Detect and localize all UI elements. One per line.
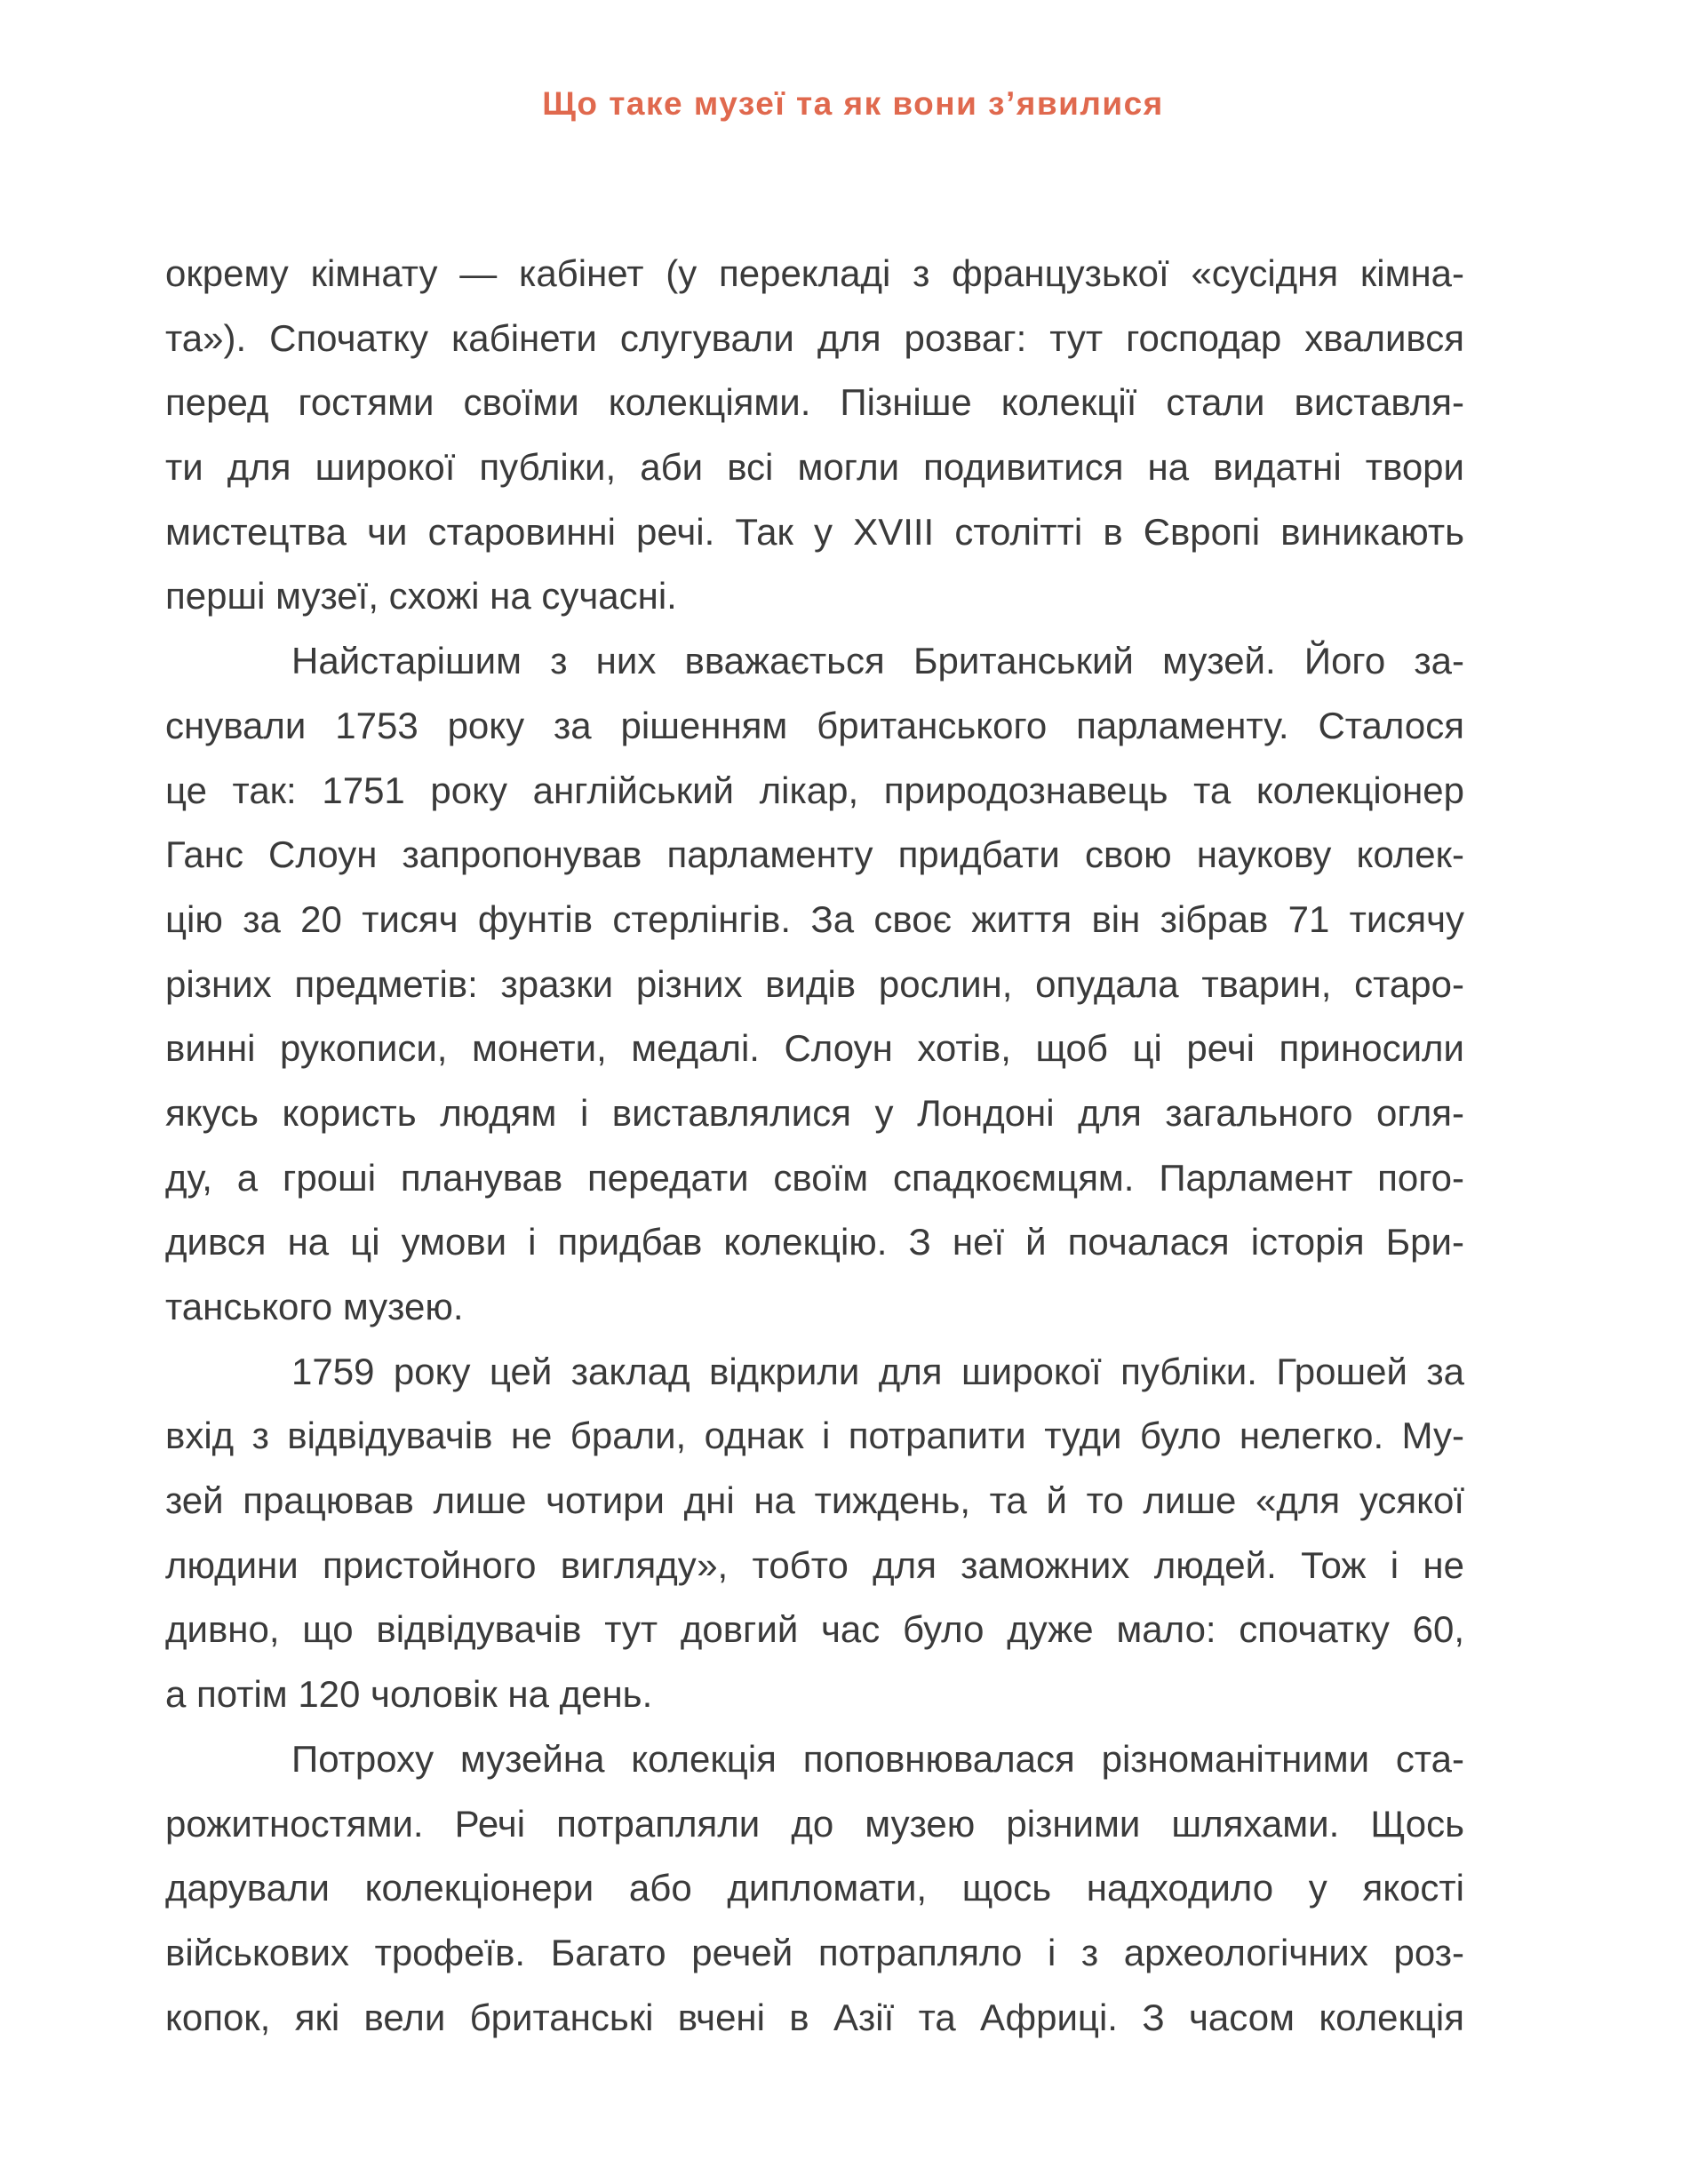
text-line: копок, які вели британські вчені в Азії та Африці. З часом колекція xyxy=(165,1996,1464,2038)
text-line: снували 1753 року за рішенням британського парламенту. Сталося xyxy=(165,704,1464,746)
text-line: військових трофеїв. Багато речей потрапляло і з археологічних роз- xyxy=(165,1931,1464,1973)
text-line: зей працював лише чотири дні на тиждень, та й то лише «для усякої xyxy=(165,1479,1464,1522)
text-line: цію за 20 тисяч фунтів стерлінгів. За своє життя він зібрав 71 тисячу xyxy=(165,897,1464,940)
text-line: дарували колекціонери або дипломати, щось надходило у якості xyxy=(165,1867,1464,1909)
body-text xyxy=(165,242,1464,2050)
running-header: Що таке музеї та як вони з’явилися xyxy=(542,85,1164,122)
text-line: рожитностями. Речі потрапляли до музею різними шляхами. Щось xyxy=(165,1802,1464,1845)
text-line: ду, а гроші планував передати своїм спадкоємцям. Парламент пого- xyxy=(165,1156,1464,1199)
text-line: це так: 1751 року англійський лікар, природознавець та колекціонер xyxy=(165,769,1464,811)
paragraph-first-line: Найстарішим з них вважається Британський музей. Його за- xyxy=(291,640,1464,682)
text-line: дився на ці умови і придбав колекцію. З неї й почалася історія Бри- xyxy=(165,1221,1464,1263)
text-line: окрему кімнату — кабінет (у перекладі з французької «сусідня кімна- xyxy=(165,252,1464,294)
paragraph-first-line: Потроху музейна колекція поповнювалася різноманітними ста- xyxy=(291,1737,1464,1780)
text-line: та»). Спочатку кабінети слугували для розваг: тут господар хвалився xyxy=(165,316,1464,359)
paragraph-last-line: перші музеї, схожі на сучасні. xyxy=(165,575,677,618)
paragraph-first-line: 1759 року цей заклад відкрили для широкої публіки. Грошей за xyxy=(291,1350,1464,1392)
text-line: якусь користь людям і виставлялися у Лондоні для загального огля- xyxy=(165,1091,1464,1134)
text-line: різних предметів: зразки різних видів рослин, опудала тварин, старо- xyxy=(165,962,1464,1005)
text-line: винні рукописи, монети, медалі. Слоун хотів, щоб ці речі приносили xyxy=(165,1027,1464,1070)
paragraph-last-line: танського музею. xyxy=(165,1286,464,1327)
text-line: ти для широкої публіки, аби всі могли подивитися на видатні твори xyxy=(165,446,1464,489)
text-line: дивно, що відвідувачів тут довгий час було дуже мало: спочатку 60, xyxy=(165,1608,1464,1651)
text-line: мистецтва чи старовинні речі. Так у XVIII столітті в Європі виникають xyxy=(165,510,1464,553)
paragraph-last-line: а потім 120 чоловік на день. xyxy=(165,1673,653,1716)
text-line: вхід з відвідувачів не брали, однак і потрапити туди було нелегко. Му- xyxy=(165,1415,1464,1457)
text-line: Ганс Слоун запропонував парламенту придбати свою наукову колек- xyxy=(165,833,1464,876)
text-line: перед гостями своїми колекціями. Пізніше колекції стали виставля- xyxy=(165,381,1464,424)
text-line: людини пристойного вигляду», тобто для заможних людей. Тож і не xyxy=(165,1543,1464,1586)
